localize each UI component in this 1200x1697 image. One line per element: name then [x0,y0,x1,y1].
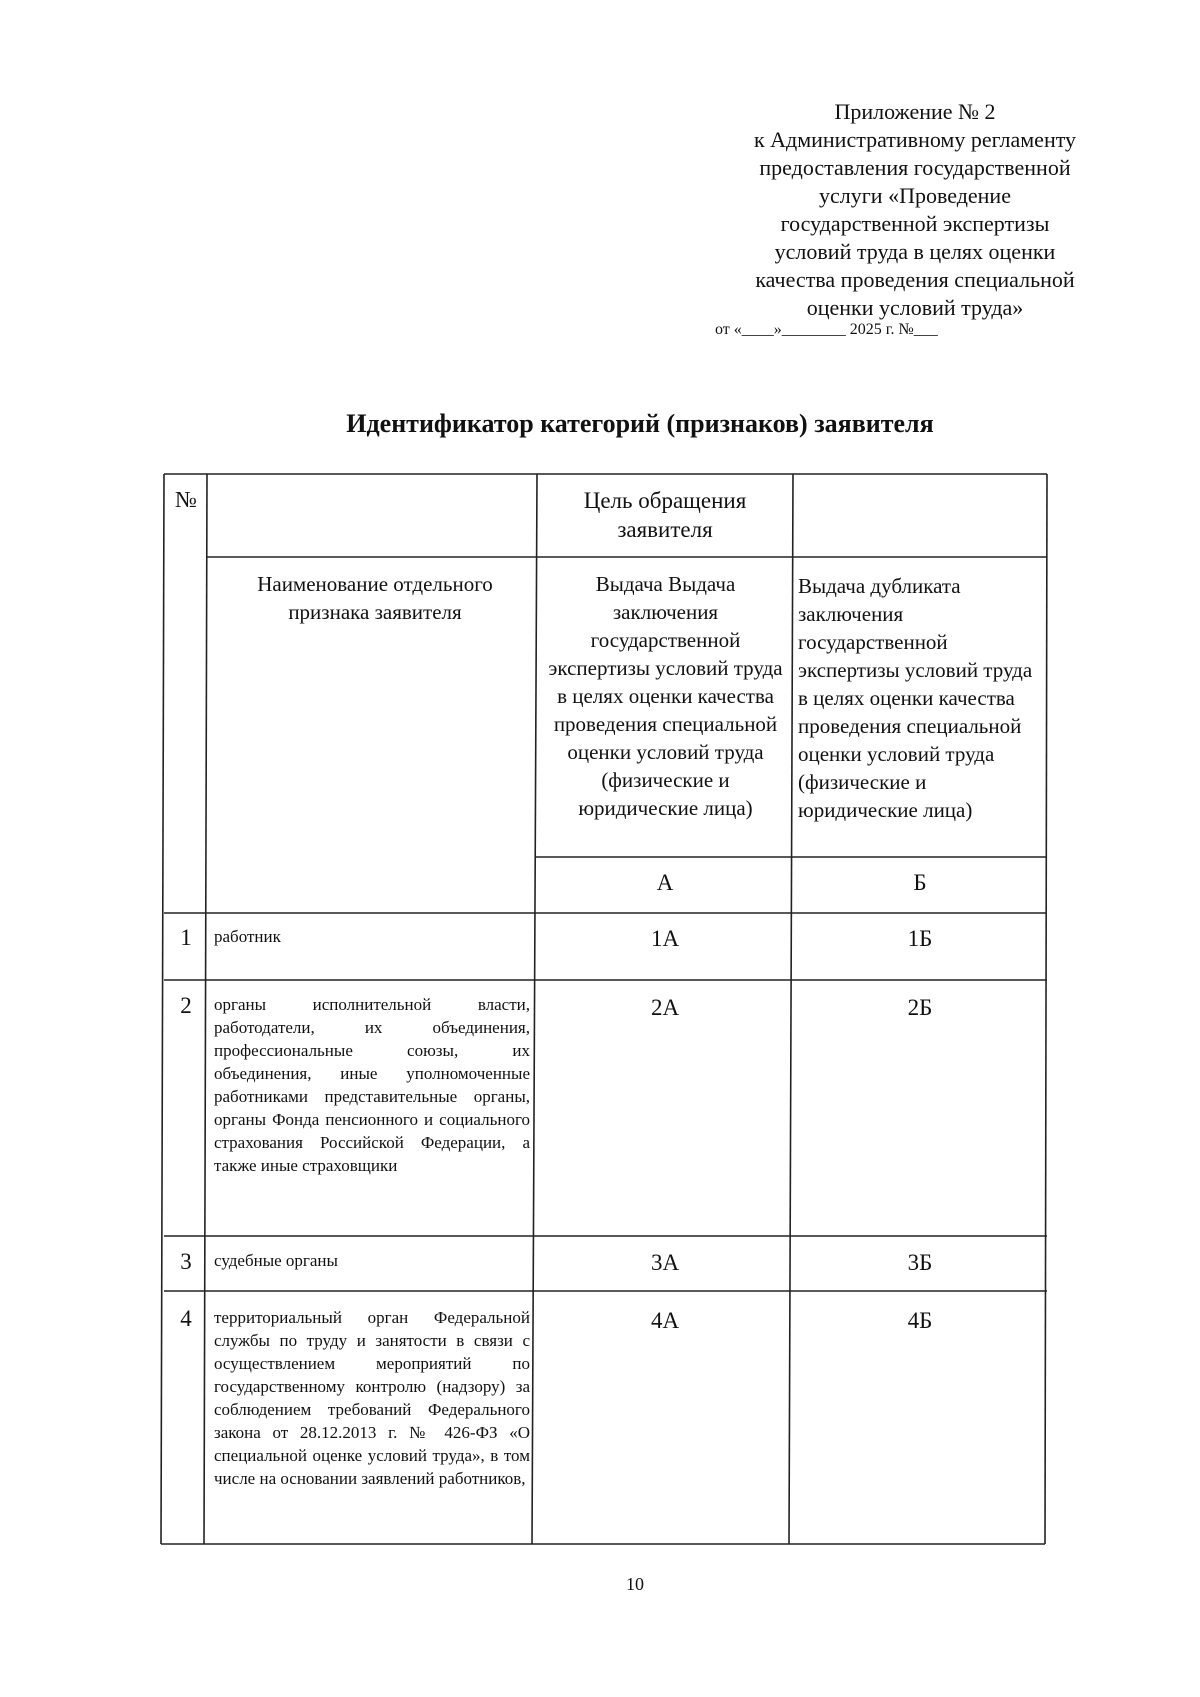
grid-line [161,474,164,1544]
code-cell: 2Б [907,995,933,1020]
row-number: 1 [180,925,192,950]
code-cell: 4А [650,1308,680,1333]
row-number: 2 [180,993,192,1018]
goal-header: Цель обращения заявителя [583,488,747,542]
date-line: от «____»________ 2025 г. №___ [715,321,938,338]
code-cell: 3А [650,1250,680,1275]
column-a-description: Выдача Выдача заключения государственной экспертизы условий труда в целях оценки качества проведения специальной оценки условий труда (физические и юридические лица) [548,572,783,820]
appendix-line: Приложение № 2 [834,99,996,124]
document-title: Идентификатор категорий (признаков) заявителя [346,409,934,438]
code-cell: 3Б [907,1250,933,1275]
column-b-letter: Б [913,870,927,895]
code-cell: 2А [650,995,680,1020]
name-column-header: Наименование отдельного признака заявителя [257,572,493,624]
appendix-line: оценки условий труда» [806,295,1024,320]
column-a-letter: А [656,870,674,895]
appendix-line: качества проведения специальной [755,267,1075,292]
page-number: 10 [626,1574,644,1594]
code-cell: 1А [650,926,680,951]
appendix-line: условий труда в целях оценки [774,239,1056,264]
row-label: судебные органы [214,1251,338,1270]
row-label: органы исполнительной власти, работодатели, их объединения, профессиональные союзы, их объединения, иные уполномоченные работниками представительные органы, органы Фонда пенсионного и социального страхования Российской Федерации, а также иные страховщики [214,995,530,1175]
appendix-line: государственной экспертизы [780,211,1050,236]
num-column-header: № [175,487,197,512]
row-label: работник [214,927,281,946]
row-label: территориальный орган Федеральной службы по труду и занятости в связи с осуществлением мероприятий по государственному контролю (надзору) за соблюдением требований Федерального закона от 28.12.2013 г. № 426-ФЗ «О специальной оценке условий труда», в том числе на основании заявлений работников, [214,1308,530,1488]
appendix-line: услуги «Проведение [819,183,1011,208]
column-b-description: Выдача дубликата заключения государственной экспертизы условий труда в целях оценки качества проведения специальной оценки условий труда (физические и юридические лица) [798,574,1033,822]
grid-line [1045,474,1047,1544]
code-cell: 4Б [907,1308,933,1333]
row-number: 3 [180,1249,192,1274]
code-cell: 1Б [907,926,933,951]
row-number: 4 [180,1306,192,1331]
appendix-line: предоставления государственной [759,155,1071,180]
appendix-line: к Административному регламенту [753,127,1077,152]
